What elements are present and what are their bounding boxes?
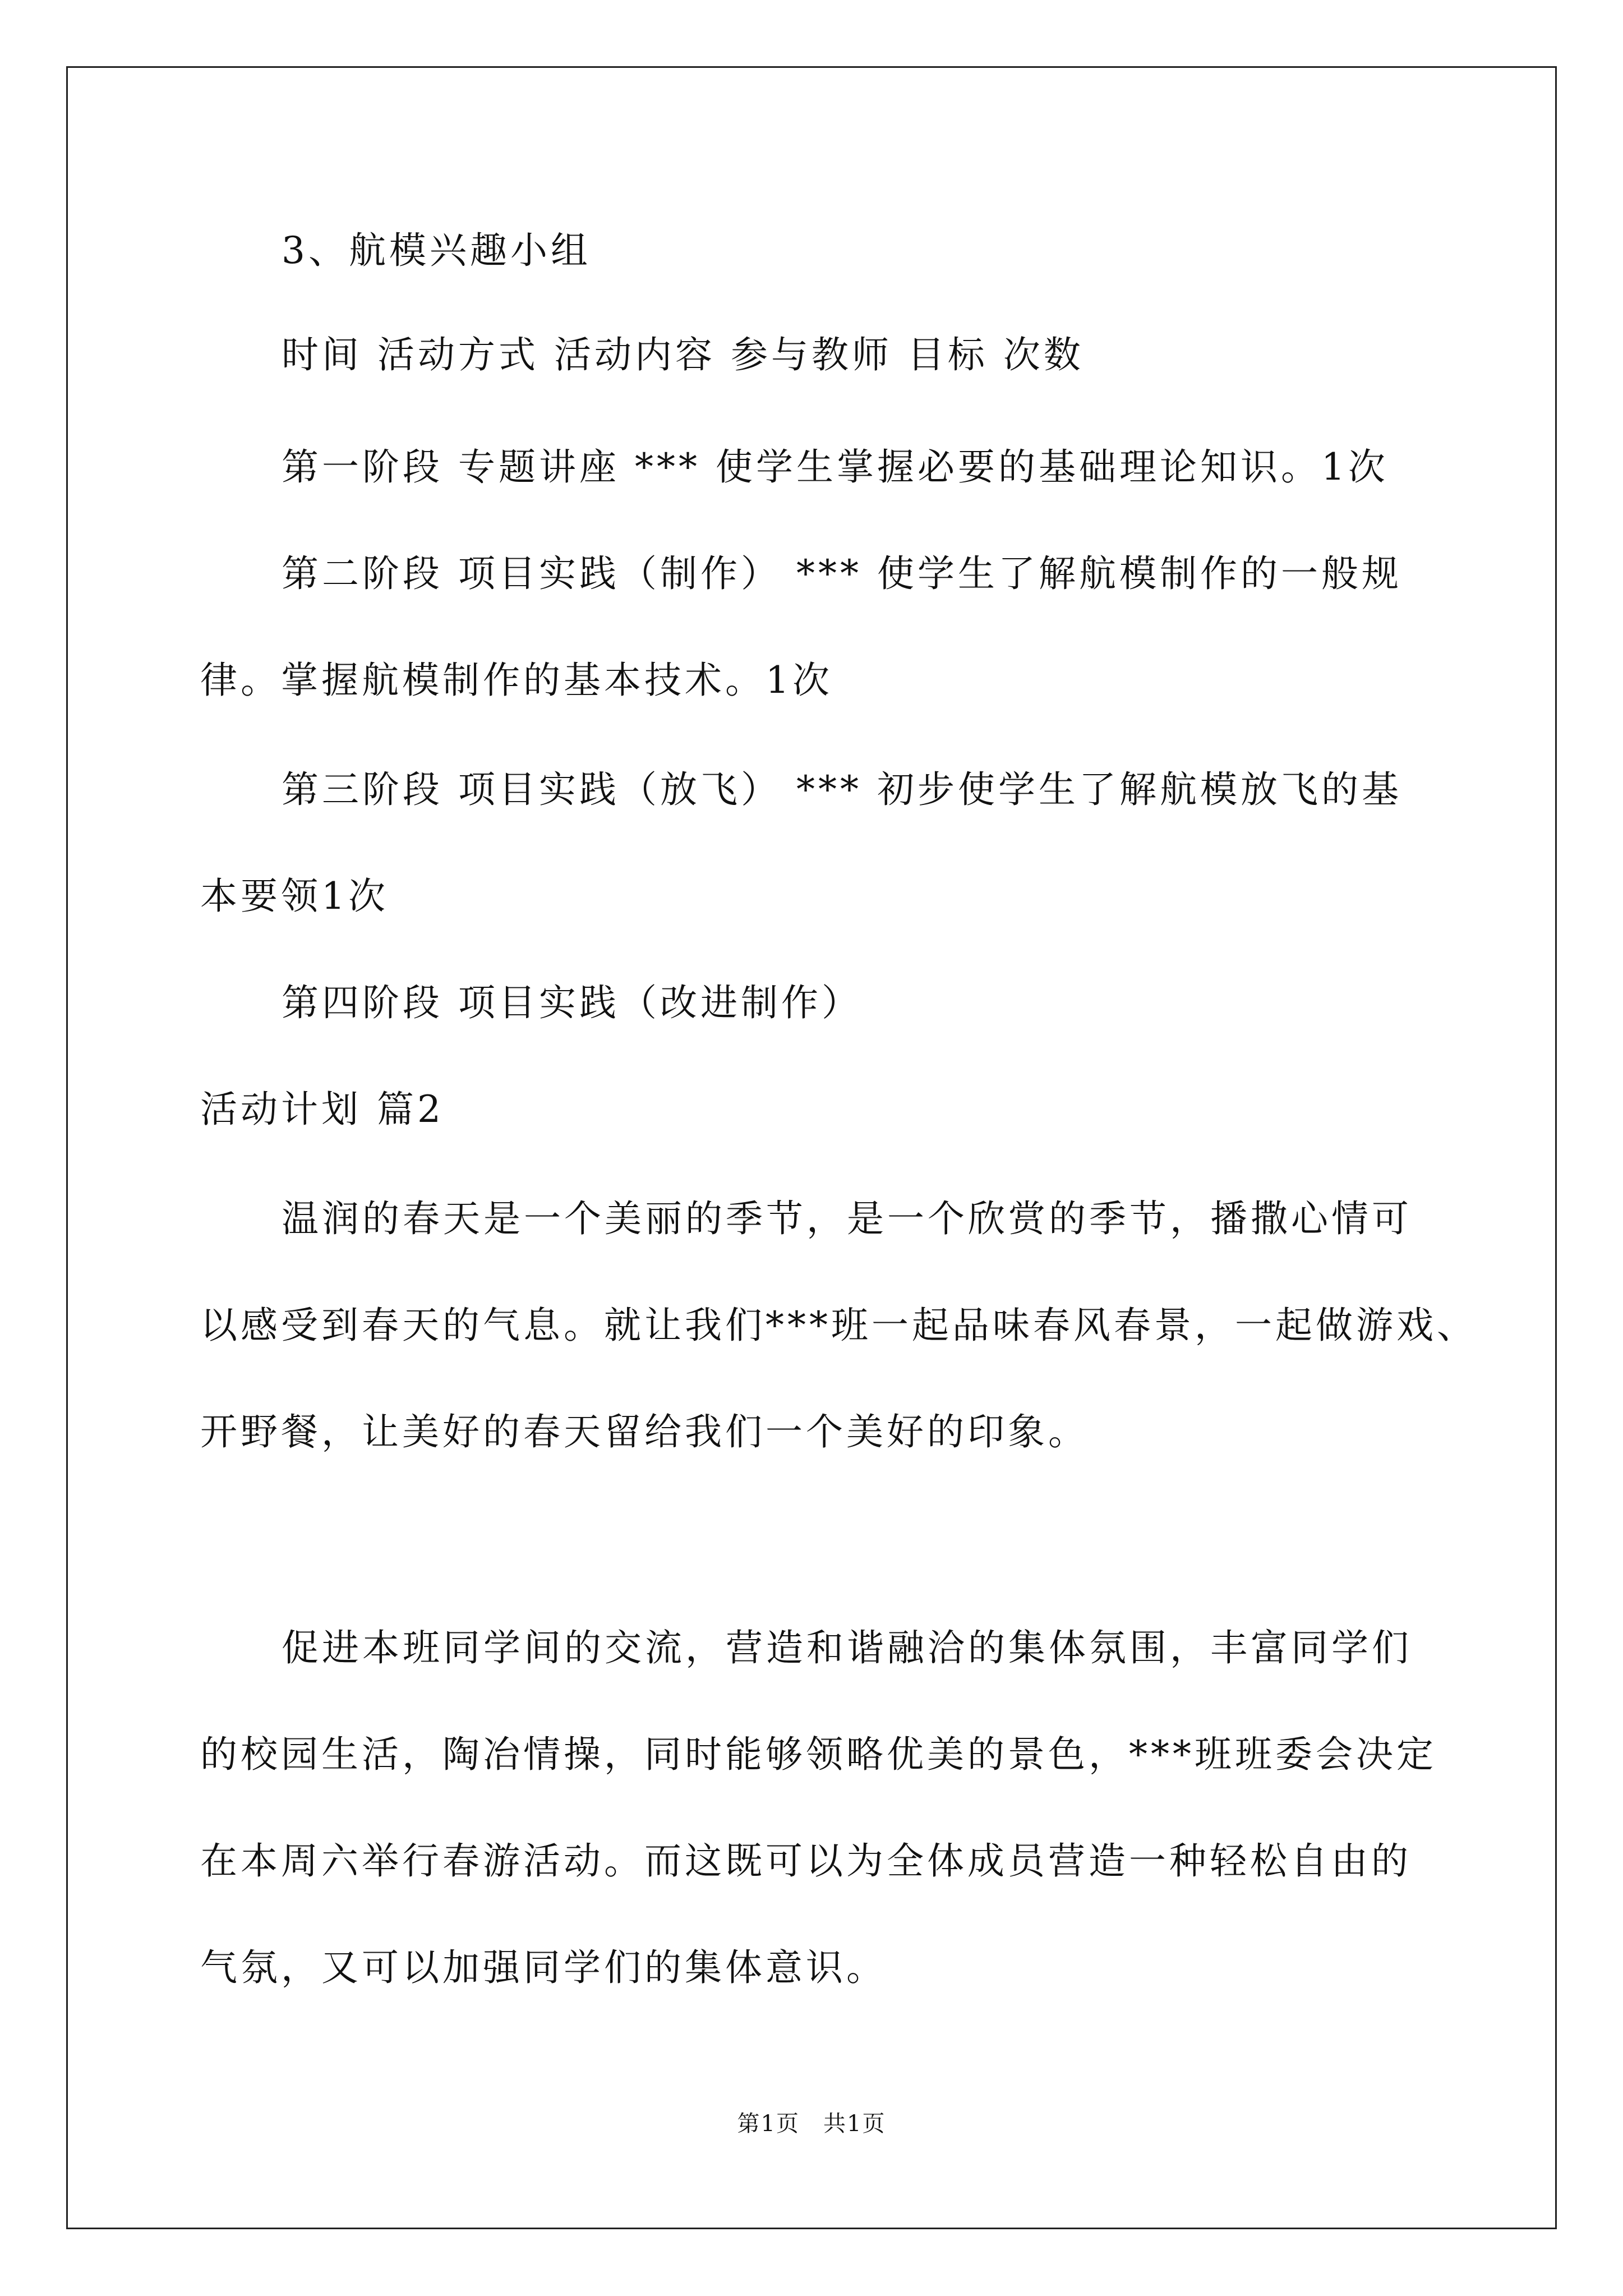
paragraph-two-line-2: 的校园生活，陶冶情操，同时能够领略优美的景色，***班班委会决定 <box>200 1733 1437 1776</box>
paragraph-two-line-3: 在本周六举行春游活动。而这既可以为全体成员营造一种轻松自由的 <box>200 1839 1412 1883</box>
table-header-line: 时间 活动方式 活动内容 参与教师 目标 次数 <box>282 333 1084 376</box>
stage-three-continuation: 本要领1次 <box>200 875 389 918</box>
paragraph-one-line-1: 温润的春天是一个美丽的季节，是一个欣赏的季节，播撒心情可 <box>282 1197 1412 1240</box>
page-border <box>66 66 1557 2229</box>
stage-three-line: 第三阶段 项目实践（放飞） *** 初步使学生了解航模放飞的基 <box>282 768 1402 811</box>
paragraph-two-line-1: 促进本班同学间的交流，营造和谐融洽的集体氛围，丰富同学们 <box>282 1626 1412 1669</box>
page-footer: 第1页 共1页 <box>737 2111 886 2137</box>
section-heading: 3、航模兴趣小组 <box>282 229 591 272</box>
stage-two-line: 第二阶段 项目实践（制作） *** 使学生了解航模制作的一般规 <box>282 552 1402 595</box>
paragraph-one-line-3: 开野餐，让美好的春天留给我们一个美好的印象。 <box>200 1410 1089 1453</box>
paragraph-one-line-2: 以感受到春天的气息。就让我们***班一起品味春风春景，一起做游戏、 <box>200 1304 1477 1347</box>
paragraph-two-line-4: 气氛，又可以加强同学们的集体意识。 <box>200 1946 887 1989</box>
stage-two-continuation: 律。掌握航模制作的基本技术。1次 <box>200 659 833 702</box>
stage-four-line: 第四阶段 项目实践（改进制作） <box>282 981 862 1024</box>
stage-one-line: 第一阶段 专题讲座 *** 使学生掌握必要的基础理论知识。1次 <box>282 445 1389 489</box>
plan-heading: 活动计划 篇2 <box>200 1088 444 1131</box>
